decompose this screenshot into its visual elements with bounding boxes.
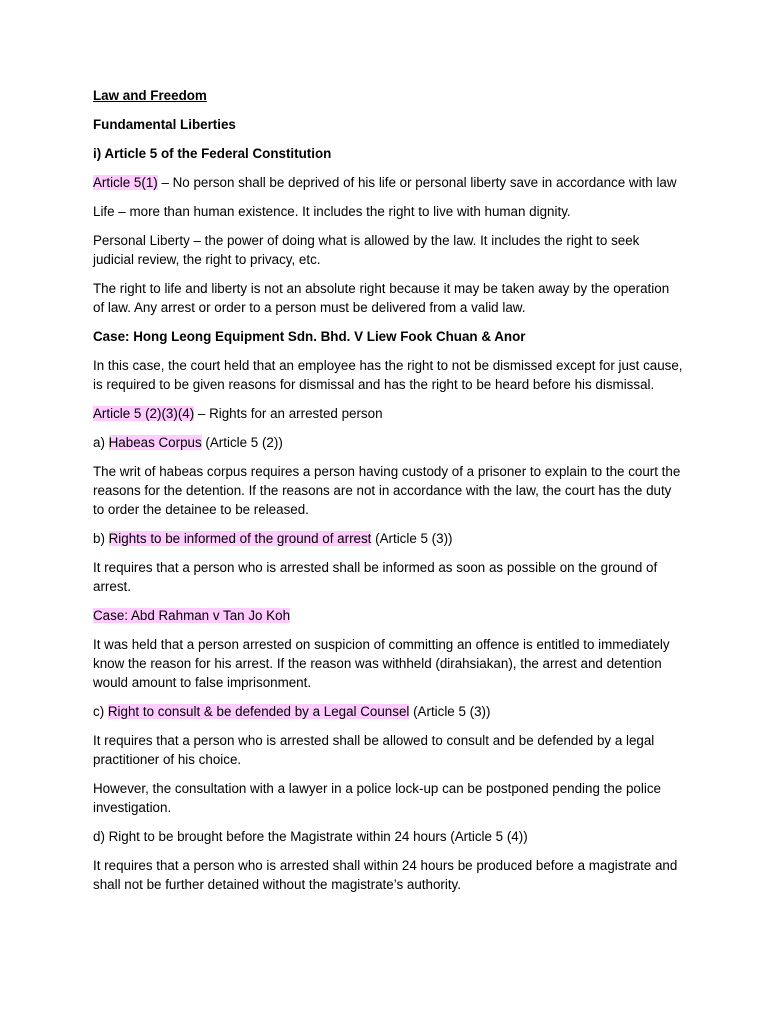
title-text: Law and Freedom	[93, 88, 207, 103]
article-5-1-text: – No person shall be deprived of his life or personal liberty save in accordance with law	[157, 175, 677, 190]
item-a-habeas-corpus	[93, 433, 683, 452]
habeas-corpus-paragraph: The writ of habeas corpus requires a person having custody of a prisoner to explain to the court the reasons for the detention. If the reasons are not in accordance with the law, the court has the duty to order the detainee to be released.	[93, 464, 681, 517]
item-d-magistrate: d) Right to be brought before the Magistrate within 24 hours (Article 5 (4))	[93, 829, 528, 844]
article-5-1-paragraph	[93, 173, 683, 192]
not-absolute-paragraph: The right to life and liberty is not an absolute right because it may be taken away by the operation of law. Any arrest or order to a person must be delivered from a valid law.	[93, 281, 670, 315]
article-5-1-label: Article 5(1)	[93, 175, 158, 190]
case-abd-rahman-paragraph: It was held that a person arrested on suspicion of committing an offence is entitled to immediately know the reason for his arrest. If the reason was withheld (dirahsiakan), the arrest and detention would amount to false imprisonment.	[93, 637, 670, 690]
document-subtitle: Fundamental Liberties	[93, 117, 236, 132]
case-abd-rahman-heading	[93, 606, 683, 625]
item-c-label: Right to consult & be defended by a Legal Counsel	[107, 704, 410, 719]
item-a-prefix: a)	[93, 435, 109, 450]
section-heading-article-5: i) Article 5 of the Federal Constitution	[93, 146, 332, 161]
item-b-prefix: b)	[93, 531, 109, 546]
informed-paragraph: It requires that a person who is arrested shall be informed as soon as possible on the ground of arrest.	[93, 560, 658, 594]
item-b-label: Rights to be informed of the ground of arrest	[108, 531, 372, 546]
case-abd-rahman-label: Case: Abd Rahman v Tan Jo Koh	[93, 608, 291, 623]
article-5-234-paragraph	[93, 404, 683, 423]
document-page	[93, 86, 683, 904]
case-hong-leong-paragraph: In this case, the court held that an employee has the right to not be dismissed except for just cause, is required to be given reasons for dismissal and has the right to be heard before his dismissal.	[93, 358, 683, 392]
personal-liberty-paragraph: Personal Liberty – the power of doing what is allowed by the law. It includes the right to seek judicial review, the right to privacy, etc.	[93, 233, 640, 267]
consult-paragraph: It requires that a person who is arrested shall be allowed to consult and be defended by a legal practitioner of his choice.	[93, 733, 655, 767]
postpone-paragraph: However, the consultation with a lawyer in a police lock-up can be postponed pending the police investigation.	[93, 781, 661, 815]
magistrate-paragraph: It requires that a person who is arrested shall within 24 hours be produced before a magistrate and shall not be further detained without the magistrate’s authority.	[93, 858, 678, 892]
article-5-234-label: Article 5 (2)(3)(4)	[93, 406, 195, 421]
item-a-suffix: (Article 5 (2))	[201, 435, 283, 450]
item-c-consult	[93, 702, 683, 721]
item-b-suffix: (Article 5 (3))	[371, 531, 453, 546]
case-hong-leong-heading: Case: Hong Leong Equipment Sdn. Bhd. V Liew Fook Chuan & Anor	[93, 329, 526, 344]
item-c-suffix: (Article 5 (3))	[409, 704, 491, 719]
item-b-informed	[93, 529, 683, 548]
article-5-234-text: – Rights for an arrested person	[194, 406, 383, 421]
document-title	[93, 86, 683, 105]
item-a-label: Habeas Corpus	[108, 435, 202, 450]
life-paragraph: Life – more than human existence. It includes the right to live with human dignity.	[93, 204, 571, 219]
item-c-prefix: c)	[93, 704, 108, 719]
